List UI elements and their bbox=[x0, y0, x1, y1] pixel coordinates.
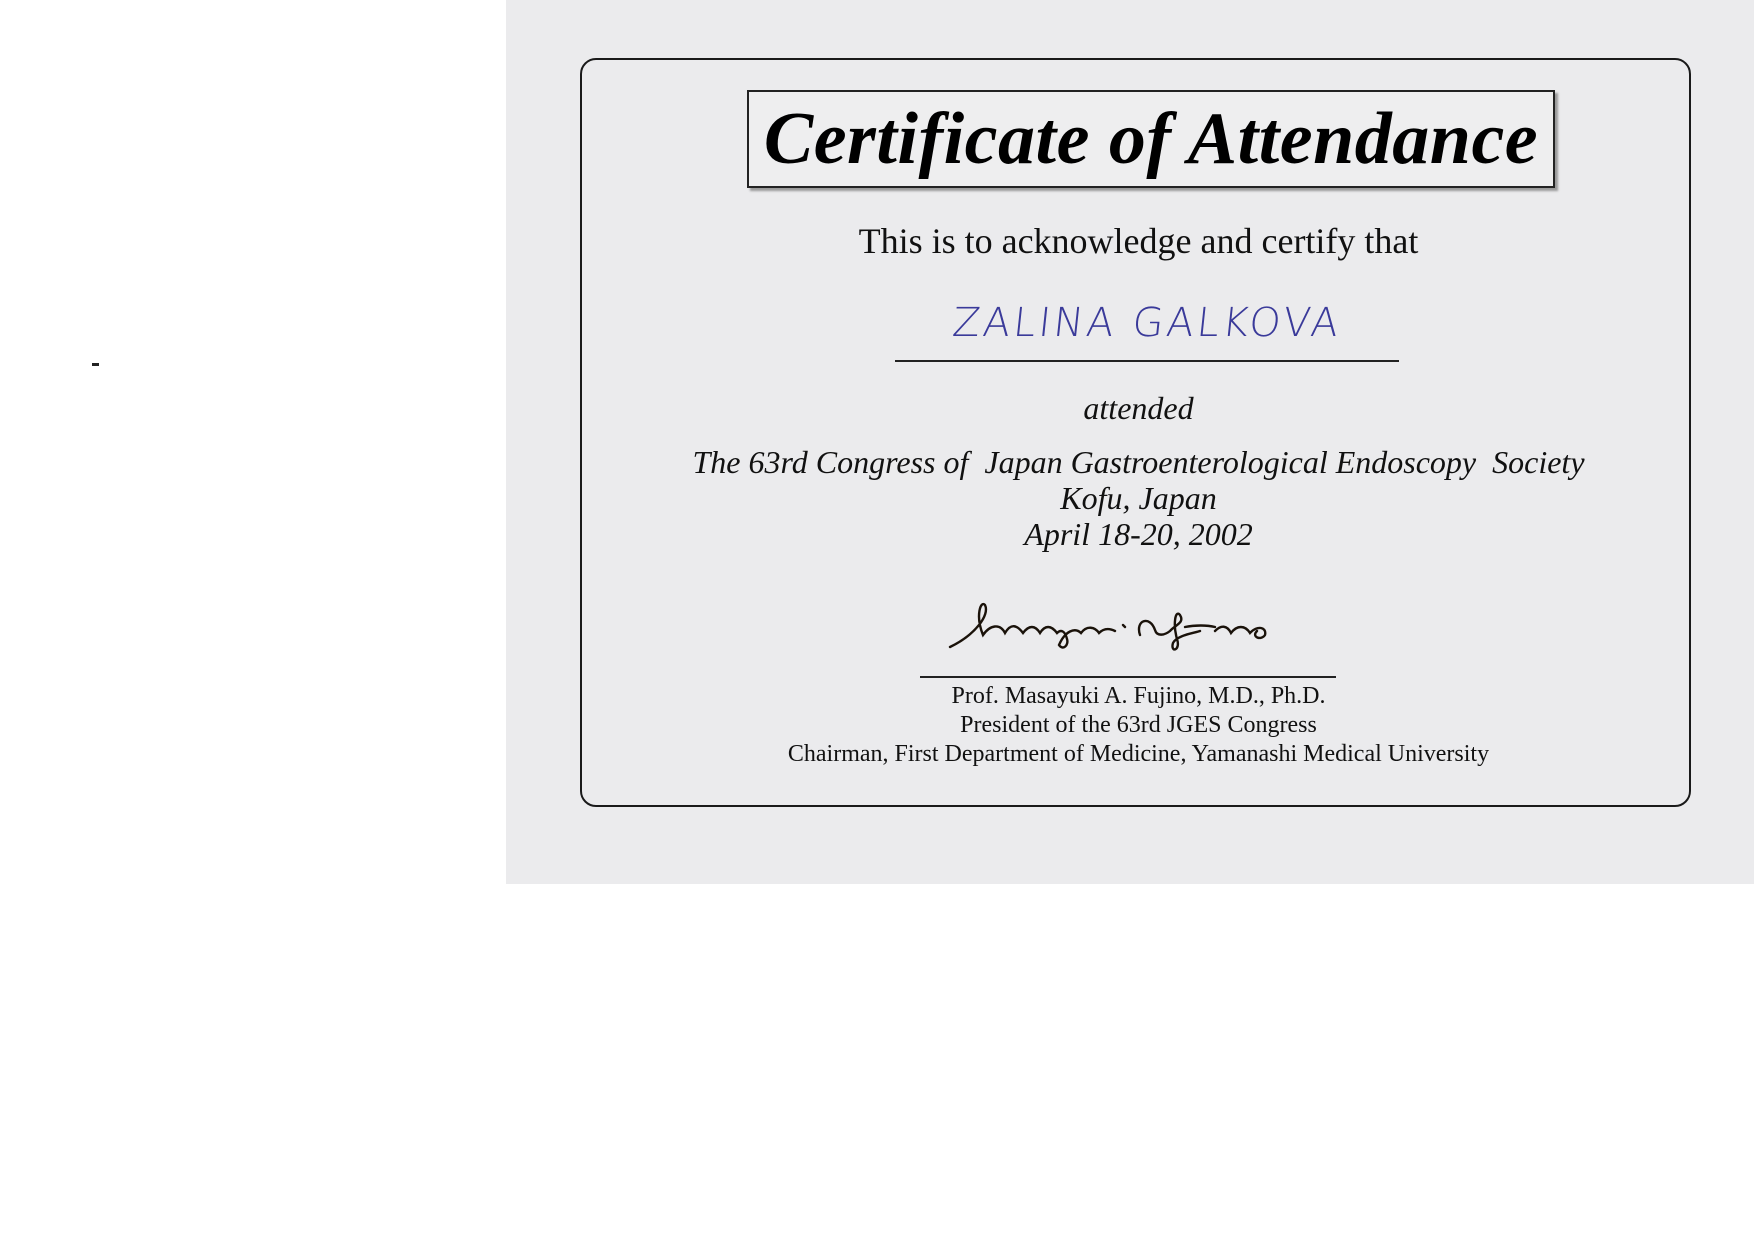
acknowledgement-text: This is to acknowledge and certify that bbox=[858, 221, 1419, 261]
attended-label: attended bbox=[1083, 390, 1194, 426]
signatory-role: President of the 63rd JGES Congress bbox=[960, 712, 1317, 738]
recipient-name: ZALINA GALKOVA bbox=[950, 300, 1344, 346]
name-underline bbox=[895, 360, 1399, 362]
certificate-title: Certificate of Attendance bbox=[763, 97, 1539, 180]
signature-line bbox=[920, 676, 1336, 678]
signatory-name: Prof. Masayuki A. Fujino, M.D., Ph.D. bbox=[951, 683, 1326, 709]
event-location: Kofu, Japan bbox=[1060, 480, 1217, 516]
signature bbox=[945, 595, 1315, 655]
event-dates: April 18-20, 2002 bbox=[1024, 516, 1253, 552]
scan-speck bbox=[92, 363, 99, 366]
signatory-affiliation: Chairman, First Department of Medicine, Yamanashi Medical University bbox=[787, 741, 1490, 767]
event-name: The 63rd Congress of Japan Gastroenterological Endoscopy Society bbox=[692, 444, 1585, 480]
title-box bbox=[747, 90, 1555, 188]
